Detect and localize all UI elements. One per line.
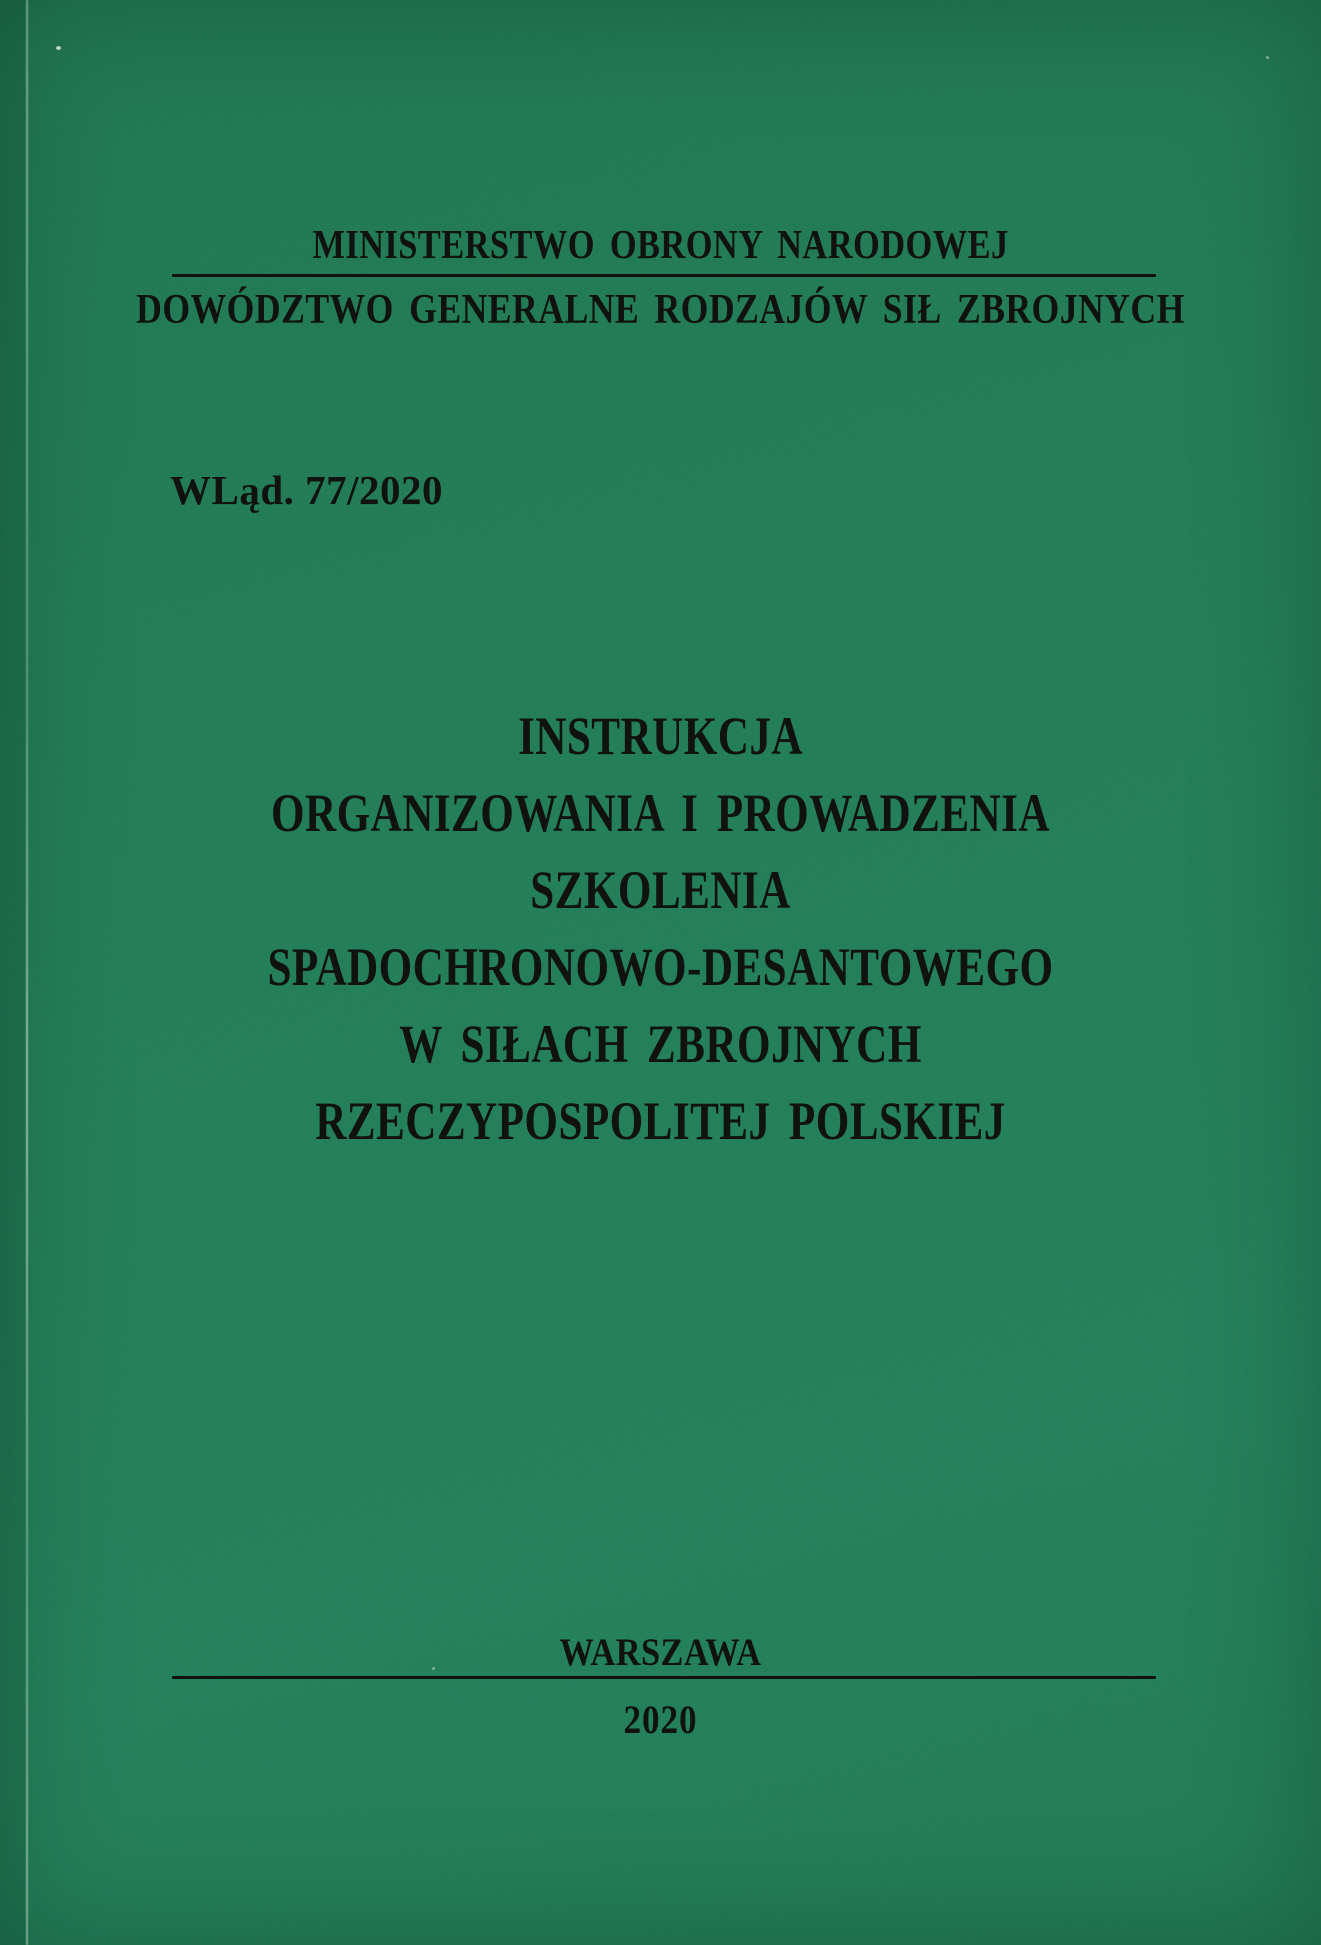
title-line-1: INSTRUKCJA bbox=[518, 706, 803, 766]
title-line-4: SPADOCHRONOWO-DESANTOWEGO bbox=[267, 937, 1054, 997]
title-line-2: ORGANIZOWANIA I PROWADZENIA bbox=[271, 783, 1050, 843]
title-line-5: W SIŁACH ZBROJNYCH bbox=[399, 1014, 922, 1074]
paper-speck bbox=[1266, 56, 1269, 59]
paper-speck bbox=[56, 46, 61, 50]
header-divider-rule bbox=[172, 274, 1156, 277]
footer-divider-rule bbox=[172, 1676, 1156, 1679]
publisher-line-command: DOWÓDZTWO GENERALNE RODZAJÓW SIŁ ZBROJNYCH bbox=[136, 287, 1185, 333]
title-line-6: RZECZYPOSPOLITEJ POLSKIEJ bbox=[315, 1091, 1006, 1151]
publication-year: 2020 bbox=[623, 1697, 698, 1742]
publisher-line-ministry: MINISTERSTWO OBRONY NARODOWEJ bbox=[312, 221, 1009, 267]
title-line-3: SZKOLENIA bbox=[530, 860, 791, 920]
city-name: WARSZAWA bbox=[559, 1631, 762, 1674]
document-number: WLąd. 77/2020 bbox=[170, 467, 444, 513]
title-block bbox=[0, 698, 1321, 1160]
